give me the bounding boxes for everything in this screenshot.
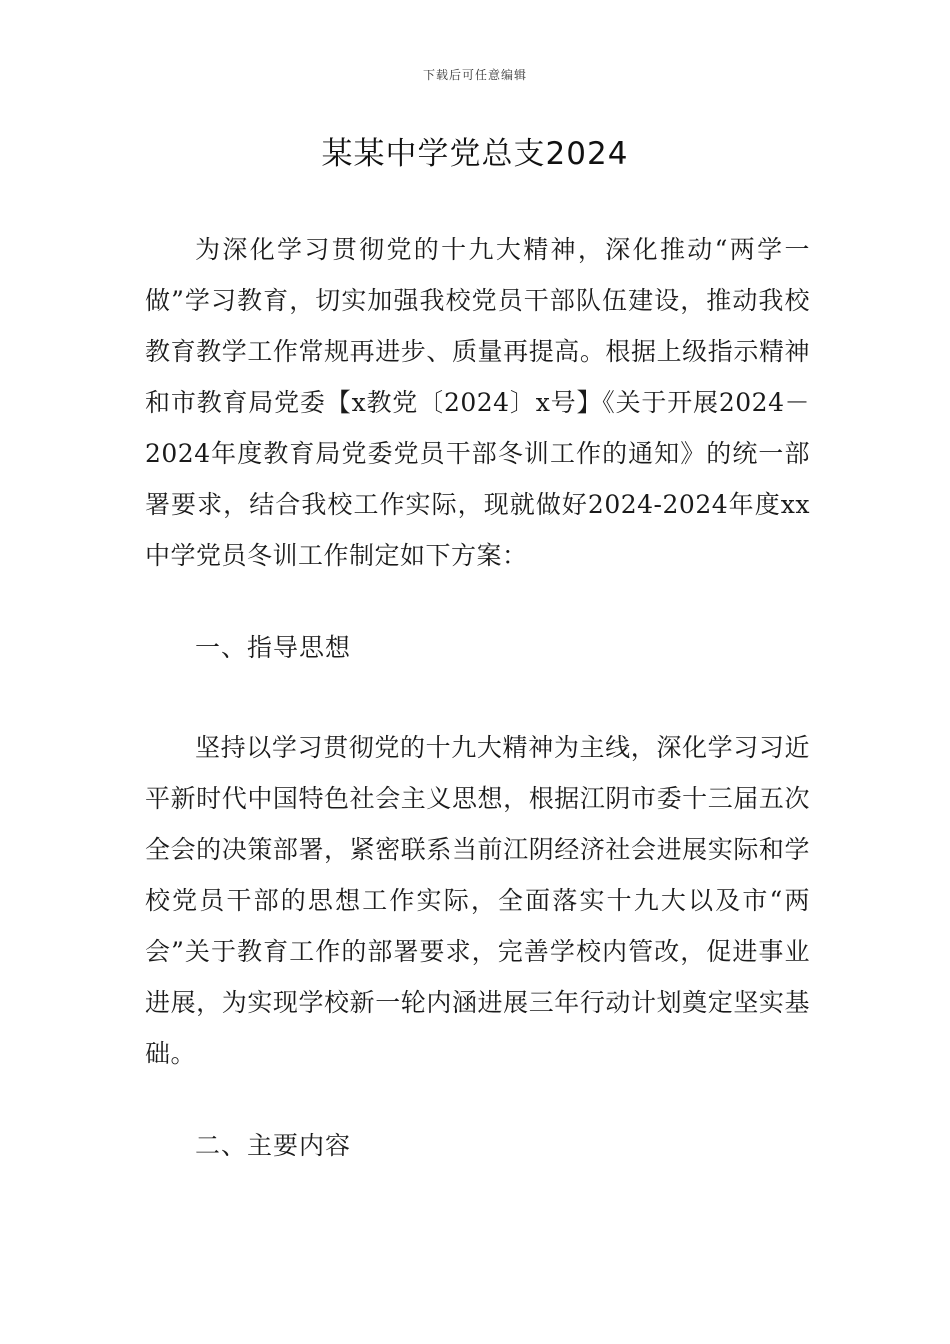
- section-heading-guiding-thought: 一、指导思想: [195, 633, 352, 662]
- intro-paragraph: 为深化学习贯彻党的十九大精神，深化推动“两学一做”学习教育，切实加强我校党员干部队伍建设，推动我校教育教学工作常规再进步、质量再提高。根据上级指示精神和市教育局党委【x教党〔2024〕x号】《关于开展2024－2024年度教育局党委党员干部冬训工作的通知》的统一部署要求，结合我校工作实际，现就做好2024-2024年度xx中学党员冬训工作制定如下方案：: [145, 235, 810, 570]
- document-title: 某某中学党总支2024: [321, 136, 629, 172]
- section-heading-main-content: 二、主要内容: [195, 1131, 352, 1160]
- header-note: 下载后可任意编辑: [422, 68, 527, 82]
- guiding-thought-paragraph: 坚持以学习贯彻党的十九大精神为主线，深化学习习近平新时代中国特色社会主义思想，根据江阴市委十三届五次全会的决策部署，紧密联系当前江阴经济社会进展实际和学校党员干部的思想工作实际，全面落实十九大以及市“两会”关于教育工作的部署要求，完善学校内管改，促进事业进展，为实现学校新一轮内涵进展三年行动计划奠定坚实基础。: [145, 733, 810, 1068]
